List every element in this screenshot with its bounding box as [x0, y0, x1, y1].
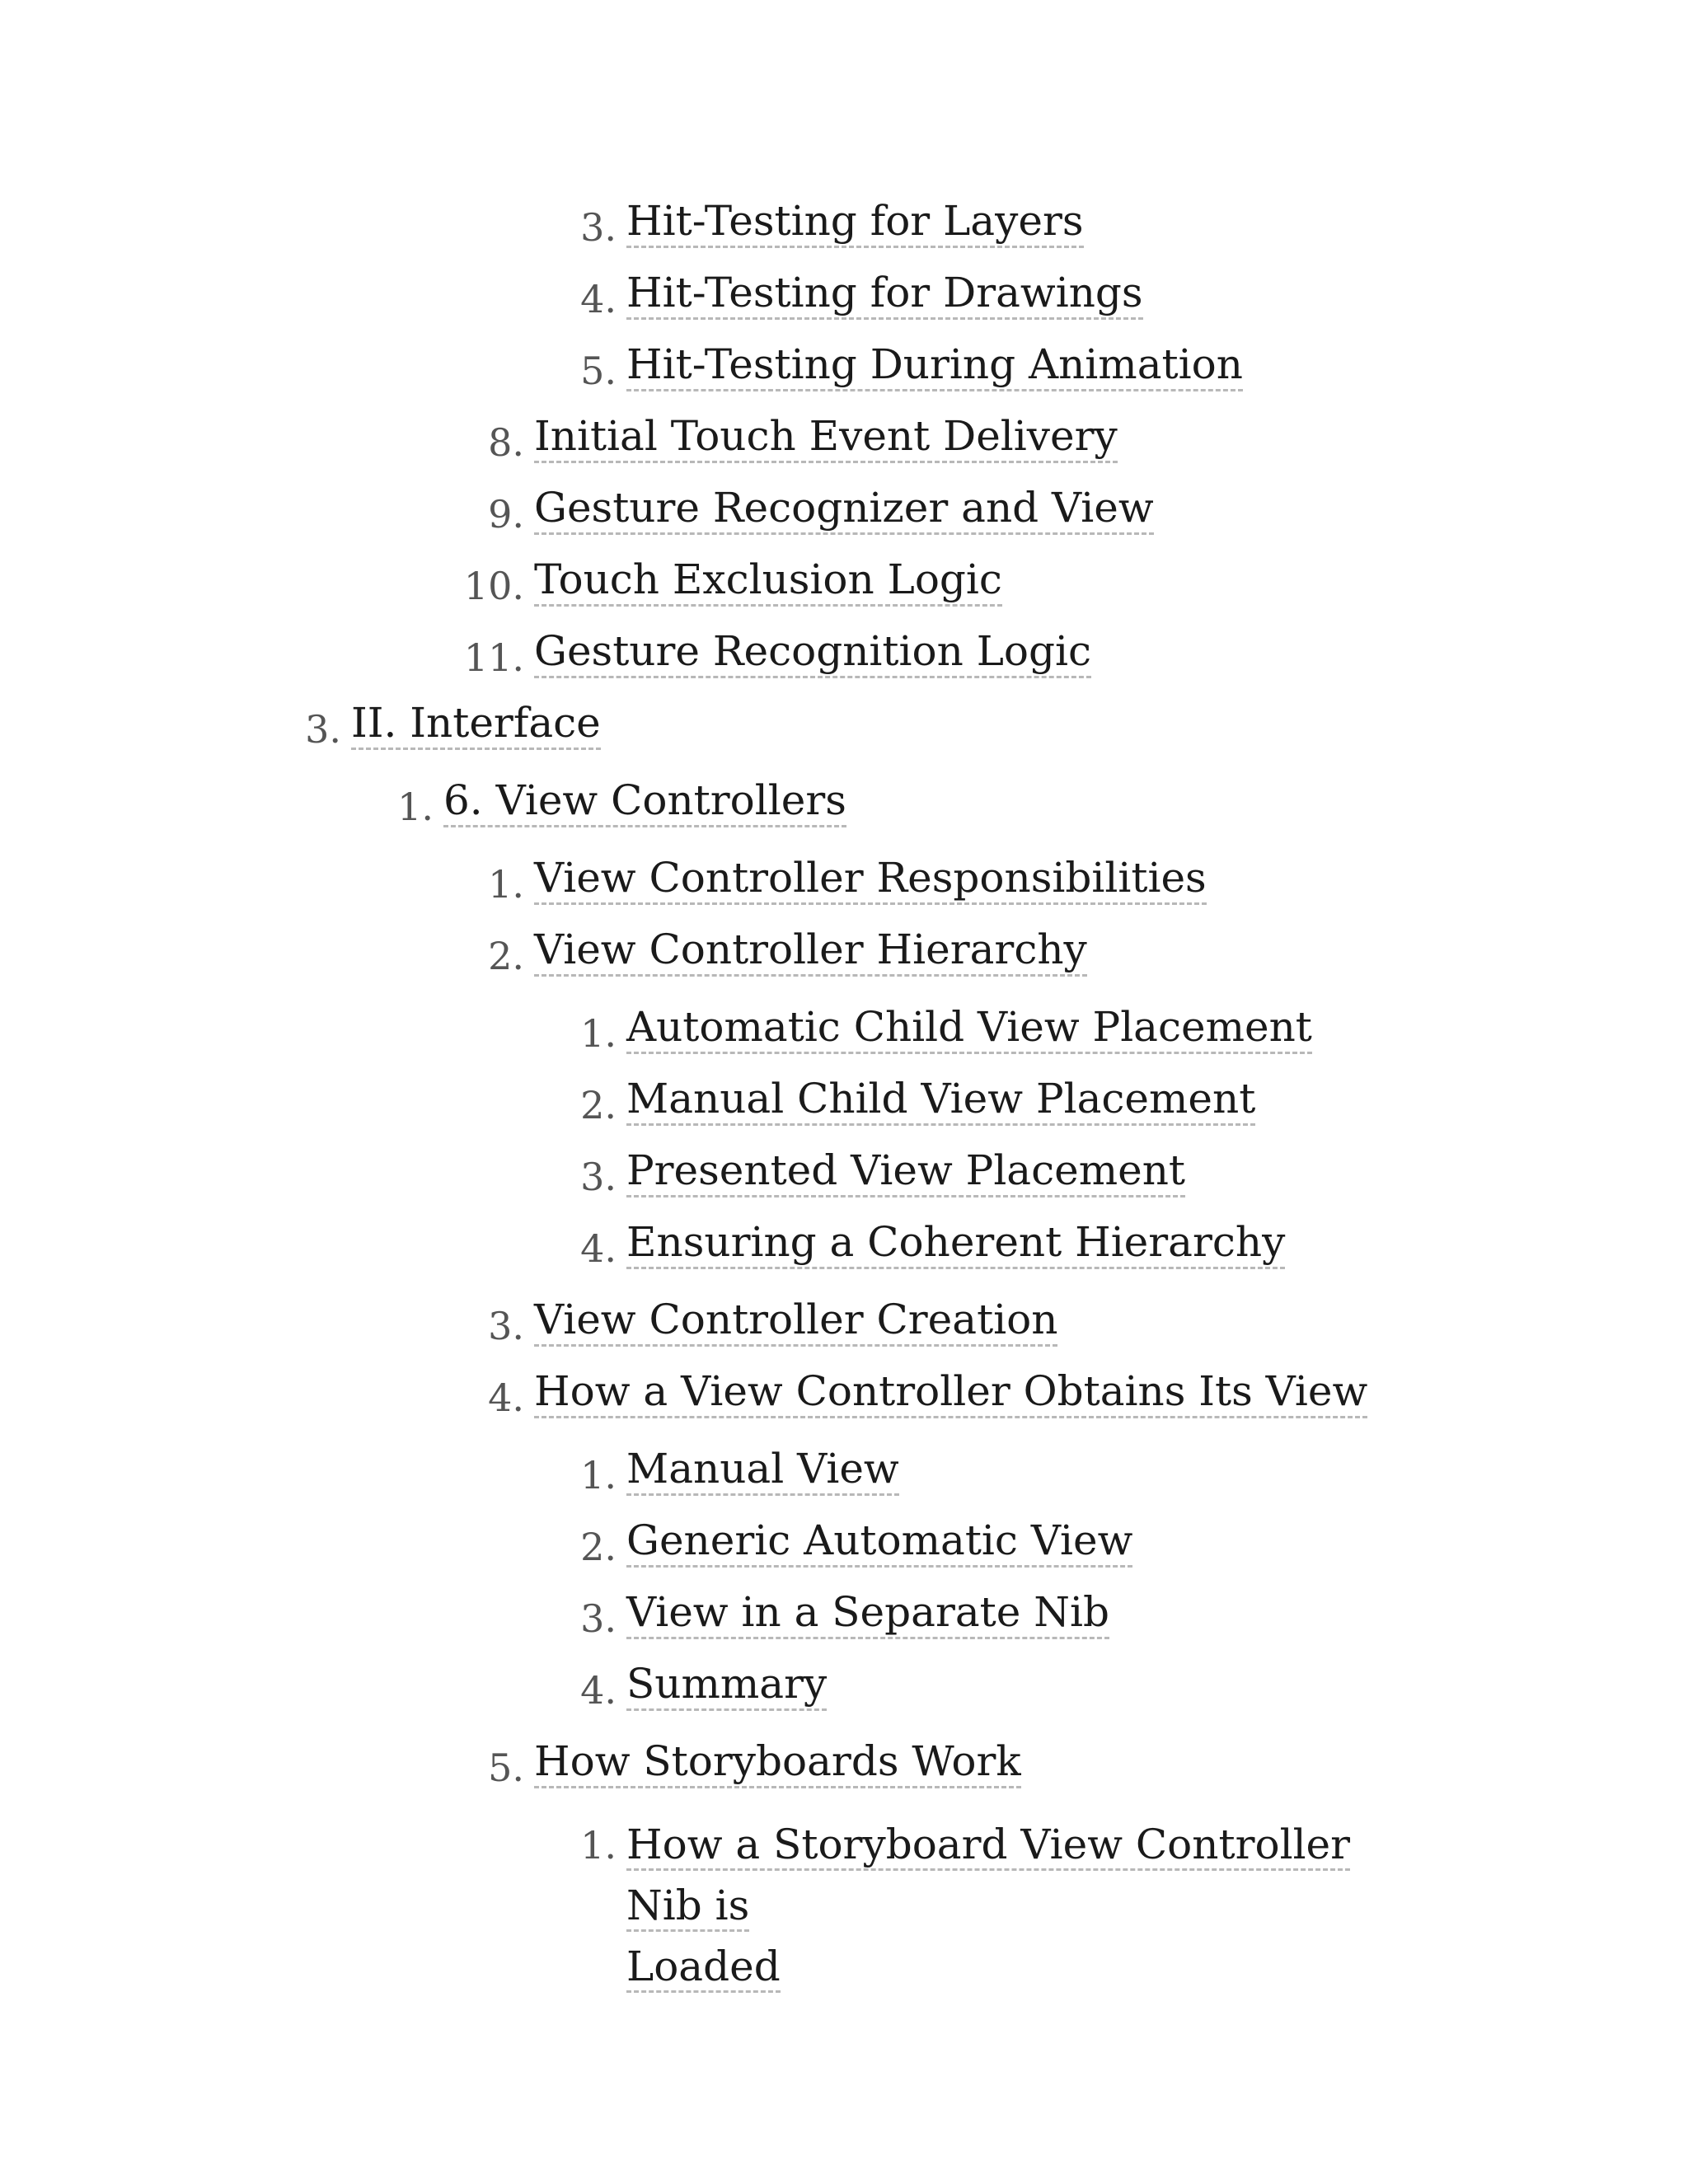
toc-entry-manual-view[interactable]: [580, 1444, 899, 1497]
toc-entry-automatic-child-placement[interactable]: [580, 1002, 1312, 1056]
toc-entry-presented-view-placement[interactable]: [580, 1146, 1186, 1199]
toc-entry-generic-automatic-view[interactable]: [580, 1516, 1133, 1569]
toc-entry-number: 4.: [488, 1376, 524, 1420]
toc-link[interactable]: View in a Separate Nib: [626, 1587, 1109, 1639]
toc-entry-number: 4.: [580, 277, 617, 321]
toc-entry-vc-creation[interactable]: [488, 1295, 1058, 1348]
toc-entry-manual-child-placement[interactable]: [580, 1074, 1256, 1127]
toc-entry-hit-testing-animation[interactable]: [580, 340, 1243, 393]
toc-entry-number: 3.: [580, 1155, 617, 1199]
toc-link[interactable]: Initial Touch Event Delivery: [534, 411, 1118, 463]
toc-entry-number: 5.: [488, 1746, 524, 1790]
toc-entry-coherent-hierarchy[interactable]: [580, 1217, 1286, 1271]
toc-entry-number: 4.: [580, 1226, 617, 1271]
toc-link[interactable]: Hit-Testing for Drawings: [626, 268, 1143, 320]
toc-entry-gesture-recognizer-view[interactable]: [488, 483, 1154, 537]
toc-link[interactable]: View Controller Responsibilities: [534, 853, 1207, 905]
toc-entry-number: 10.: [463, 564, 524, 608]
toc-entry-hit-testing-drawings[interactable]: [580, 268, 1143, 321]
toc-entry-vc-obtains-view[interactable]: [488, 1366, 1368, 1420]
toc-entry-number: 1.: [580, 1011, 617, 1056]
toc-entry-vc-responsibilities[interactable]: [488, 853, 1207, 907]
toc-entry-touch-exclusion[interactable]: [463, 555, 1002, 608]
toc-link[interactable]: Hit-Testing During Animation: [626, 340, 1243, 391]
toc-link[interactable]: View Controller Hierarchy: [534, 925, 1087, 977]
toc-entry-chapter-view-controllers[interactable]: [397, 776, 846, 829]
toc-entry-storyboard-nib-loaded[interactable]: [580, 1814, 1385, 1997]
toc-entry-gesture-recognition-logic[interactable]: [463, 626, 1092, 680]
toc-entry-number: 1.: [488, 862, 524, 907]
toc-entry-number: 1.: [580, 1453, 617, 1497]
toc-link[interactable]: Manual Child View Placement: [626, 1074, 1255, 1126]
toc-entry-number: 11.: [463, 635, 524, 680]
toc-link[interactable]: [626, 1814, 1385, 1997]
toc-entry-initial-touch-delivery[interactable]: [488, 411, 1118, 465]
toc-link[interactable]: Gesture Recognition Logic: [534, 626, 1091, 678]
toc-entry-number: 1.: [397, 785, 434, 829]
toc-link[interactable]: Ensuring a Coherent Hierarchy: [626, 1217, 1285, 1269]
toc-link[interactable]: Summary: [626, 1659, 827, 1711]
toc-entry-number: 5.: [580, 349, 617, 393]
toc-link[interactable]: Touch Exclusion Logic: [534, 555, 1002, 607]
toc-entry-number: 1.: [580, 1823, 617, 1868]
toc-link[interactable]: Manual View: [626, 1444, 899, 1496]
toc-entry-vc-hierarchy[interactable]: [488, 925, 1087, 978]
toc-link[interactable]: Presented View Placement: [626, 1146, 1185, 1197]
toc-link[interactable]: Hit-Testing for Layers: [626, 196, 1084, 248]
toc-link[interactable]: Generic Automatic View: [626, 1516, 1132, 1568]
toc-entry-part-interface[interactable]: [305, 698, 601, 752]
toc-link[interactable]: Automatic Child View Placement: [626, 1002, 1312, 1054]
toc-entry-number: 3.: [580, 205, 617, 250]
toc-entry-number: 8.: [488, 420, 524, 465]
toc-entry-number: 9.: [488, 492, 524, 537]
toc-entry-number: 2.: [580, 1525, 617, 1569]
toc-link[interactable]: 6. View Controllers: [443, 776, 846, 827]
toc-link-line-2: Loaded: [626, 1943, 781, 1993]
toc-link[interactable]: How Storyboards Work: [534, 1736, 1021, 1788]
toc-entry-number: 2.: [580, 1083, 617, 1127]
toc-link-line-1: How a Storyboard View Controller Nib is: [626, 1821, 1350, 1932]
toc-entry-how-storyboards-work[interactable]: [488, 1736, 1021, 1790]
toc-link[interactable]: View Controller Creation: [534, 1295, 1057, 1347]
toc-entry-view-separate-nib[interactable]: [580, 1587, 1109, 1641]
toc-entry-number: 4.: [580, 1668, 617, 1713]
toc-link[interactable]: Gesture Recognizer and View: [534, 483, 1154, 535]
toc-entry-number: 3.: [488, 1304, 524, 1348]
toc-entry-hit-testing-layers[interactable]: [580, 196, 1084, 250]
toc-link[interactable]: How a View Controller Obtains Its View: [534, 1366, 1367, 1418]
toc-entry-number: 2.: [488, 934, 524, 978]
toc-entry-number: 3.: [305, 707, 341, 752]
toc-entry-number: 3.: [580, 1596, 617, 1641]
toc-entry-summary[interactable]: [580, 1659, 828, 1713]
toc-link[interactable]: II. Interface: [351, 698, 601, 750]
